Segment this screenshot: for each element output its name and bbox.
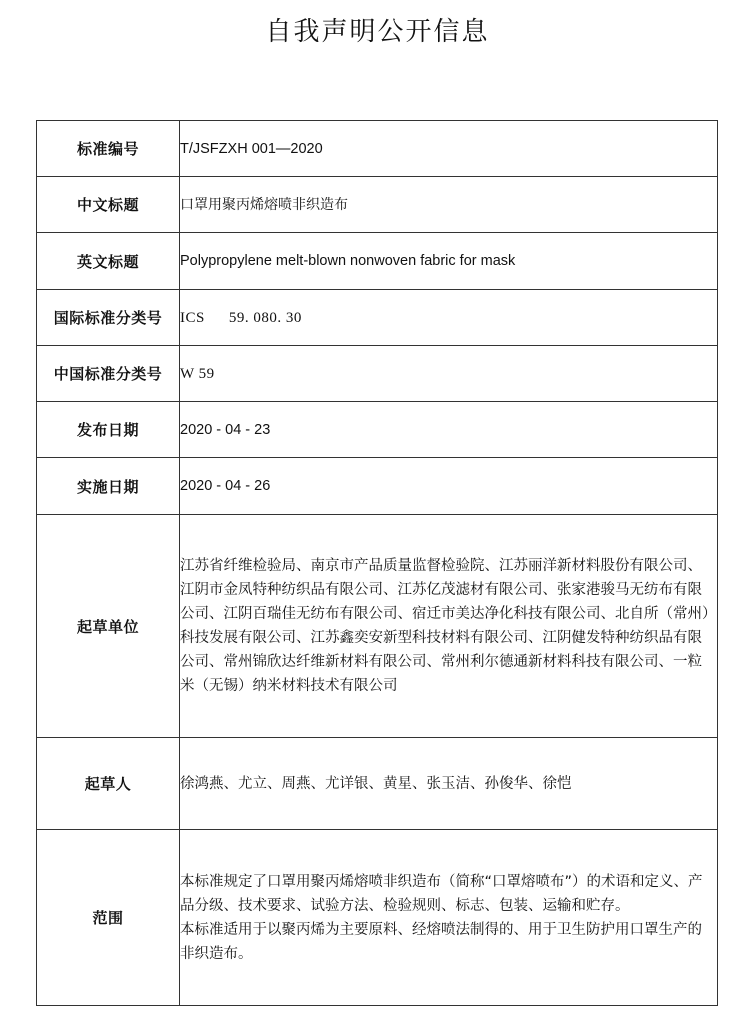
drafters-value: 徐鸿燕、尤立、周燕、尤详银、黄星、张玉洁、孙俊华、徐恺 [180,738,718,830]
implement-date-label: 实施日期 [37,458,180,515]
cn-title-label: 中文标题 [37,177,180,233]
drafting-units-label: 起草单位 [37,515,180,738]
page-title: 自我声明公开信息 [265,17,490,47]
scope-value-cell [180,830,718,1006]
cn-title-value: 口罩用聚丙烯熔喷非织造布 [180,177,718,233]
ccs-label: 中国标准分类号 [37,346,180,402]
scope-paragraph-1: 本标准规定了口罩用聚丙烯熔喷非织造布（简称“口罩熔喷布”）的术语和定义、产品分级、技术要求、试验方法、检验规则、标志、包装、运输和贮存。 [180,873,703,914]
table-row [37,177,718,233]
en-title-value: Polypropylene melt-blown nonwoven fabric for mask [180,233,718,290]
table-row [37,458,718,515]
info-table [36,120,718,1006]
table-row [37,233,718,290]
table-row [37,738,718,830]
drafting-units-value: 江苏省纤维检验局、南京市产品质量监督检验院、江苏丽洋新材料股份有限公司、江阴市金凤特种纺织品有限公司、江苏亿茂滤材有限公司、张家港骏马无纺布有限公司、江阴百瑞佳无纺布有限公司、宿迁市美达净化科技有限公司、北自所（常州）科技发展有限公司、江苏鑫奕安新型科技材料有限公司、江阴健发特种纺织品有限公司、常州锦欣达纤维新材料有限公司、常州利尔德通新材料科技有限公司、一粒米（无锡）纳米材料技术有限公司 [180,515,718,738]
publish-date-label: 发布日期 [37,402,180,458]
table-row [37,290,718,346]
table-row [37,346,718,402]
table-row [37,121,718,177]
ics-value: 59. 080. 30 [228,309,302,326]
ics-value-cell [180,290,718,346]
ics-label: 国际标准分类号 [37,290,180,346]
ccs-value: W 59 [180,346,718,402]
scope-label: 范围 [37,830,180,1006]
table-row [37,515,718,738]
table-row [37,402,718,458]
scope-paragraph-2: 本标准适用于以聚丙烯为主要原料、经熔喷法制得的、用于卫生防护用口罩生产的非织造布。 [180,921,702,962]
drafters-label: 起草人 [37,738,180,830]
implement-date-value: 2020 - 04 - 26 [180,458,718,515]
std-no-value: T/JSFZXH 001—2020 [180,121,718,177]
ics-prefix: ICS [180,309,205,326]
table-row [37,830,718,1006]
std-no-label: 标准编号 [37,121,180,177]
en-title-label: 英文标题 [37,233,180,290]
publish-date-value: 2020 - 04 - 23 [180,402,718,458]
